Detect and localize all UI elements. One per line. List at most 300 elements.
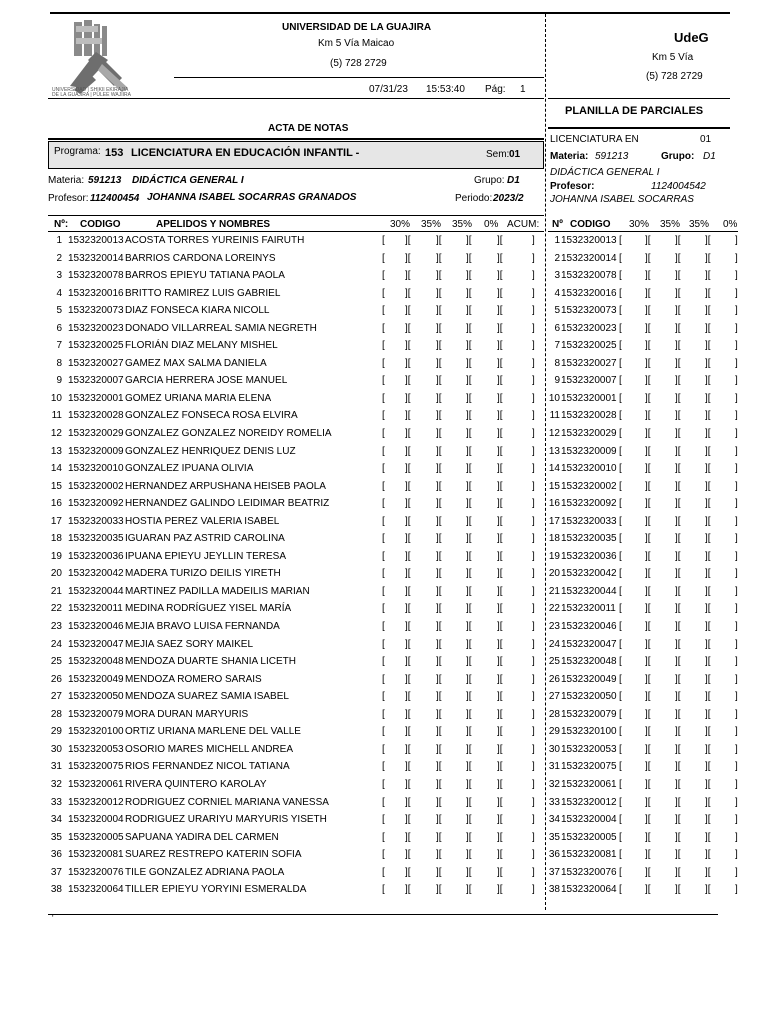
grade-slot: ][ bbox=[405, 533, 411, 545]
row-number: 4 bbox=[56, 287, 62, 299]
grade-slot: ][ bbox=[436, 270, 442, 282]
row-name: GONZALEZ GONZALEZ NOREIDY ROMELIA bbox=[125, 428, 332, 440]
grade-slot: ] bbox=[532, 726, 535, 738]
row-name: HERNANDEZ GALINDO LEIDIMAR BEATRIZ bbox=[125, 498, 330, 510]
row-code: 1532320012 bbox=[68, 796, 124, 808]
footer-mark: ' bbox=[52, 914, 54, 923]
right-grade-slot: ][ bbox=[705, 656, 711, 668]
right-row-number: 7 bbox=[554, 340, 560, 352]
table-row bbox=[0, 602, 768, 620]
right-grade-slot: ] bbox=[735, 515, 738, 527]
right-grade-slot: ][ bbox=[705, 585, 711, 597]
grade-slot: ][ bbox=[497, 480, 503, 492]
grade-slot: ][ bbox=[466, 621, 472, 633]
right-col-p2: 35% bbox=[660, 219, 681, 230]
grade-slot: ][ bbox=[436, 585, 442, 597]
right-materia-label: Materia: bbox=[550, 151, 589, 162]
right-row-code: 1532320014 bbox=[561, 252, 617, 264]
right-grade-slot: ] bbox=[735, 480, 738, 492]
right-grade-slot: ][ bbox=[675, 761, 681, 773]
right-row-code: 1532320013 bbox=[561, 235, 617, 246]
right-grade-slot: ][ bbox=[645, 866, 651, 878]
row-number: 37 bbox=[50, 866, 62, 878]
row-number: 13 bbox=[50, 445, 62, 457]
right-grade-slot: ] bbox=[735, 463, 738, 475]
right-grade-slot: [ bbox=[619, 287, 622, 299]
row-number: 26 bbox=[50, 673, 62, 685]
right-grade-slot: ][ bbox=[645, 428, 651, 440]
grade-slot: ] bbox=[532, 445, 535, 457]
right-row-number: 34 bbox=[548, 814, 560, 826]
right-row-number: 15 bbox=[548, 480, 560, 492]
header-rule bbox=[174, 77, 544, 78]
row-name: MENDOZA DUARTE SHANIA LICETH bbox=[125, 656, 296, 668]
right-row-number: 27 bbox=[548, 691, 560, 703]
grade-slot: ][ bbox=[405, 796, 411, 808]
right-grade-slot: ][ bbox=[645, 515, 651, 527]
right-row-number: 37 bbox=[548, 866, 560, 878]
right-grade-slot: [ bbox=[619, 445, 622, 457]
grade-slot: ][ bbox=[466, 550, 472, 562]
grade-slot: [ bbox=[382, 515, 385, 527]
table-row bbox=[0, 532, 768, 550]
materia-label: Materia: bbox=[48, 175, 85, 186]
right-grade-slot: ] bbox=[735, 778, 738, 790]
right-grade-slot: ][ bbox=[645, 410, 651, 422]
row-code: 1532320076 bbox=[68, 866, 124, 878]
right-grade-slot: [ bbox=[619, 849, 622, 861]
right-row-number: 13 bbox=[548, 445, 560, 457]
right-col-p4: 0% bbox=[723, 219, 738, 230]
right-grade-slot: ] bbox=[735, 673, 738, 685]
grade-slot: ][ bbox=[405, 410, 411, 422]
table-row bbox=[0, 357, 768, 375]
right-row-code: 1532320073 bbox=[561, 305, 617, 317]
grade-slot: [ bbox=[382, 884, 385, 896]
grade-slot: ] bbox=[532, 884, 535, 896]
right-row-number: 35 bbox=[548, 831, 560, 843]
right-grade-slot: ][ bbox=[645, 533, 651, 545]
row-code: 1532320013 bbox=[68, 235, 124, 246]
right-grade-slot: [ bbox=[619, 375, 622, 387]
right-grade-slot: ][ bbox=[705, 392, 711, 404]
grade-slot: ][ bbox=[466, 533, 472, 545]
right-grade-slot: ][ bbox=[705, 726, 711, 738]
row-name: GAMEZ MAX SALMA DANIELA bbox=[125, 357, 267, 369]
right-grade-slot: ][ bbox=[675, 778, 681, 790]
grade-slot: ][ bbox=[497, 761, 503, 773]
profesor-name: JOHANNA ISABEL SOCARRAS GRANADOS bbox=[147, 192, 357, 203]
right-grade-slot: ][ bbox=[705, 708, 711, 720]
grade-slot: ][ bbox=[497, 603, 503, 615]
right-grade-slot: ][ bbox=[675, 270, 681, 282]
right-row-number: 5 bbox=[554, 305, 560, 317]
grade-slot: ][ bbox=[466, 480, 472, 492]
row-code: 1532320092 bbox=[68, 498, 124, 510]
row-code: 1532320010 bbox=[68, 463, 124, 475]
grade-slot: ][ bbox=[466, 515, 472, 527]
grade-slot: [ bbox=[382, 726, 385, 738]
grade-slot: ][ bbox=[497, 235, 503, 246]
right-grade-slot: ][ bbox=[675, 831, 681, 843]
right-grade-slot: ] bbox=[735, 814, 738, 826]
row-number: 6 bbox=[56, 322, 62, 334]
right-grade-slot: [ bbox=[619, 673, 622, 685]
right-phone: (5) 728 2729 bbox=[646, 71, 703, 82]
right-grade-slot: ][ bbox=[705, 884, 711, 896]
col-p2: 35% bbox=[421, 219, 442, 230]
table-row bbox=[0, 287, 768, 305]
right-grade-slot: [ bbox=[619, 515, 622, 527]
row-code: 1532320081 bbox=[68, 849, 124, 861]
grade-slot: ][ bbox=[497, 691, 503, 703]
table-row bbox=[0, 866, 768, 884]
right-grade-slot: ][ bbox=[705, 778, 711, 790]
right-grade-slot: ] bbox=[735, 866, 738, 878]
row-name: MARTINEZ PADILLA MADEILIS MARIAN bbox=[125, 585, 310, 597]
right-grade-slot: ][ bbox=[705, 533, 711, 545]
right-grade-slot: ] bbox=[735, 884, 738, 896]
right-row-code: 1532320029 bbox=[561, 428, 617, 440]
right-row-code: 1532320044 bbox=[561, 585, 617, 597]
right-row-code: 1532320005 bbox=[561, 831, 617, 843]
table-row bbox=[0, 690, 768, 708]
right-grade-slot: ][ bbox=[705, 638, 711, 650]
right-row-code: 1532320046 bbox=[561, 621, 617, 633]
right-col-num: Nº bbox=[552, 219, 563, 230]
table-row bbox=[0, 778, 768, 796]
right-grade-slot: ] bbox=[735, 428, 738, 440]
right-row-code: 1532320075 bbox=[561, 761, 617, 773]
right-grupo-label: Grupo: bbox=[661, 151, 695, 162]
right-grade-slot: ][ bbox=[675, 480, 681, 492]
grade-slot: ][ bbox=[436, 480, 442, 492]
row-number: 33 bbox=[50, 796, 62, 808]
grade-slot: ][ bbox=[497, 357, 503, 369]
right-grade-slot: ][ bbox=[645, 796, 651, 808]
right-row-number: 10 bbox=[548, 392, 560, 404]
table-row bbox=[0, 392, 768, 410]
grade-slot: ][ bbox=[436, 340, 442, 352]
right-grade-slot: [ bbox=[619, 866, 622, 878]
grade-slot: ][ bbox=[436, 410, 442, 422]
table-row bbox=[0, 409, 768, 427]
row-number: 32 bbox=[50, 778, 62, 790]
grade-slot: ][ bbox=[405, 322, 411, 334]
grade-slot: [ bbox=[382, 533, 385, 545]
grade-slot: ] bbox=[532, 761, 535, 773]
right-grade-slot: ][ bbox=[675, 445, 681, 457]
grade-slot: ] bbox=[532, 305, 535, 317]
col-nombres: APELIDOS Y NOMBRES bbox=[156, 219, 271, 230]
right-row-code: 1532320053 bbox=[561, 743, 617, 755]
row-number: 27 bbox=[50, 691, 62, 703]
right-row-number: 18 bbox=[548, 533, 560, 545]
right-col-p3: 35% bbox=[689, 219, 710, 230]
grade-slot: ][ bbox=[497, 340, 503, 352]
right-grade-slot: [ bbox=[619, 252, 622, 264]
grade-slot: ][ bbox=[405, 550, 411, 562]
right-grade-slot: [ bbox=[619, 322, 622, 334]
row-name: DIAZ FONSECA KIARA NICOLL bbox=[125, 305, 270, 317]
right-grade-slot: ][ bbox=[675, 743, 681, 755]
row-code: 1532320002 bbox=[68, 480, 124, 492]
grade-slot: ][ bbox=[405, 585, 411, 597]
right-row-number: 30 bbox=[548, 743, 560, 755]
right-grade-slot: ][ bbox=[705, 235, 711, 246]
right-grade-slot: ][ bbox=[675, 603, 681, 615]
print-time: 15:53:40 bbox=[426, 84, 465, 95]
row-name: MENDOZA ROMERO SARAIS bbox=[125, 673, 262, 685]
row-number: 5 bbox=[56, 305, 62, 317]
right-grade-slot: [ bbox=[619, 708, 622, 720]
grade-slot: ][ bbox=[497, 533, 503, 545]
row-code: 1532320078 bbox=[68, 270, 124, 282]
grade-slot: ][ bbox=[466, 691, 472, 703]
right-grade-slot: ][ bbox=[645, 550, 651, 562]
right-grade-slot: ] bbox=[735, 340, 738, 352]
right-row-number: 31 bbox=[548, 761, 560, 773]
grade-slot: [ bbox=[382, 392, 385, 404]
right-row-number: 26 bbox=[548, 673, 560, 685]
right-grade-slot: ][ bbox=[675, 357, 681, 369]
right-grade-slot: ] bbox=[735, 357, 738, 369]
right-grade-slot: ] bbox=[735, 849, 738, 861]
right-grade-slot: ] bbox=[735, 550, 738, 562]
right-grade-slot: ][ bbox=[705, 305, 711, 317]
acta-rule bbox=[48, 138, 544, 140]
grade-slot: ][ bbox=[466, 585, 472, 597]
grade-slot: ][ bbox=[436, 761, 442, 773]
grade-slot: ][ bbox=[436, 515, 442, 527]
right-row-code: 1532320048 bbox=[561, 656, 617, 668]
grade-slot: ][ bbox=[497, 322, 503, 334]
row-code: 1532320073 bbox=[68, 305, 124, 317]
row-code: 1532320064 bbox=[68, 884, 124, 896]
right-grade-slot: ][ bbox=[705, 287, 711, 299]
grade-slot: [ bbox=[382, 708, 385, 720]
right-row-number: 9 bbox=[554, 375, 560, 387]
grade-slot: ][ bbox=[466, 884, 472, 896]
row-name: GONZALEZ IPUANA OLIVIA bbox=[125, 463, 254, 475]
right-grade-slot: ][ bbox=[705, 761, 711, 773]
right-row-code: 1532320009 bbox=[561, 445, 617, 457]
table-row bbox=[0, 304, 768, 322]
right-row-code: 1532320016 bbox=[561, 287, 617, 299]
grade-slot: ][ bbox=[466, 340, 472, 352]
row-number: 7 bbox=[56, 340, 62, 352]
right-grade-slot: [ bbox=[619, 585, 622, 597]
row-name: DONADO VILLARREAL SAMIA NEGRETH bbox=[125, 322, 317, 334]
grade-slot: ][ bbox=[436, 305, 442, 317]
right-grade-slot: ] bbox=[735, 392, 738, 404]
grade-slot: ][ bbox=[497, 849, 503, 861]
right-grade-slot: ][ bbox=[675, 849, 681, 861]
right-grade-slot: ][ bbox=[675, 392, 681, 404]
right-row-number: 36 bbox=[548, 849, 560, 861]
grade-slot: ][ bbox=[405, 743, 411, 755]
grade-slot: [ bbox=[382, 340, 385, 352]
right-grade-slot: [ bbox=[619, 656, 622, 668]
right-grade-slot: ][ bbox=[645, 849, 651, 861]
row-name: RODRIGUEZ CORNIEL MARIANA VANESSA bbox=[125, 796, 329, 808]
table-row bbox=[0, 462, 768, 480]
grade-slot: [ bbox=[382, 691, 385, 703]
grade-slot: ][ bbox=[405, 305, 411, 317]
right-grade-slot: ][ bbox=[645, 287, 651, 299]
table-row bbox=[0, 760, 768, 778]
row-number: 28 bbox=[50, 708, 62, 720]
row-name: MENDOZA SUAREZ SAMIA ISABEL bbox=[125, 691, 289, 703]
right-grupo-value: D1 bbox=[703, 151, 716, 162]
row-number: 21 bbox=[50, 585, 62, 597]
table-row bbox=[0, 585, 768, 603]
row-name: IGUARAN PAZ ASTRID CAROLINA bbox=[125, 533, 285, 545]
right-grade-slot: ][ bbox=[675, 726, 681, 738]
row-code: 1532320049 bbox=[68, 673, 124, 685]
row-number: 31 bbox=[50, 761, 62, 773]
right-row-code: 1532320100 bbox=[561, 726, 617, 738]
grade-slot: ] bbox=[532, 550, 535, 562]
row-name: RIOS FERNANDEZ NICOL TATIANA bbox=[125, 761, 290, 773]
row-code: 1532320007 bbox=[68, 375, 124, 387]
student-table bbox=[0, 234, 768, 901]
right-grade-slot: ][ bbox=[645, 884, 651, 896]
grade-slot: [ bbox=[382, 831, 385, 843]
grade-slot: ] bbox=[532, 533, 535, 545]
grade-slot: ][ bbox=[436, 498, 442, 510]
row-code: 1532320004 bbox=[68, 814, 124, 826]
right-grade-slot: ][ bbox=[645, 235, 651, 246]
grade-slot: [ bbox=[382, 866, 385, 878]
grade-slot: [ bbox=[382, 463, 385, 475]
right-grade-slot: ][ bbox=[675, 866, 681, 878]
print-date: 07/31/23 bbox=[369, 84, 408, 95]
row-number: 10 bbox=[50, 392, 62, 404]
grade-slot: ][ bbox=[405, 621, 411, 633]
row-code: 1532320011 bbox=[68, 603, 123, 615]
right-grade-slot: ] bbox=[735, 603, 738, 615]
right-grade-slot: ] bbox=[735, 621, 738, 633]
right-grade-slot: ][ bbox=[705, 621, 711, 633]
grade-slot: ][ bbox=[405, 428, 411, 440]
right-grade-slot: ][ bbox=[675, 533, 681, 545]
grade-slot: ][ bbox=[405, 498, 411, 510]
grade-slot: ][ bbox=[466, 814, 472, 826]
right-grade-slot: ][ bbox=[705, 270, 711, 282]
row-code: 1532320100 bbox=[68, 726, 124, 738]
right-row-number: 14 bbox=[548, 463, 560, 475]
grade-slot: ] bbox=[532, 849, 535, 861]
right-row-number: 17 bbox=[548, 515, 560, 527]
grade-slot: [ bbox=[382, 480, 385, 492]
grade-slot: ][ bbox=[497, 375, 503, 387]
grade-slot: ][ bbox=[466, 638, 472, 650]
grade-slot: [ bbox=[382, 305, 385, 317]
right-row-number: 1 bbox=[554, 235, 560, 246]
row-number: 34 bbox=[50, 814, 62, 826]
right-grade-slot: ] bbox=[735, 322, 738, 334]
grade-slot: ] bbox=[532, 287, 535, 299]
right-grade-slot: ] bbox=[735, 726, 738, 738]
grade-slot: [ bbox=[382, 585, 385, 597]
right-program: LICENCIATURA EN bbox=[550, 134, 639, 145]
right-row-number: 28 bbox=[548, 708, 560, 720]
grade-slot: ] bbox=[532, 656, 535, 668]
row-code: 1532320061 bbox=[68, 778, 124, 790]
grade-slot: ][ bbox=[436, 849, 442, 861]
right-grade-slot: ][ bbox=[645, 340, 651, 352]
right-row-code: 1532320042 bbox=[561, 568, 617, 580]
right-row-code: 1532320079 bbox=[561, 708, 617, 720]
grade-slot: [ bbox=[382, 568, 385, 580]
row-number: 15 bbox=[50, 480, 62, 492]
right-grade-slot: ][ bbox=[645, 656, 651, 668]
right-row-code: 1532320036 bbox=[561, 550, 617, 562]
row-name: BARROS EPIEYU TATIANA PAOLA bbox=[125, 270, 285, 282]
row-code: 1532320042 bbox=[68, 568, 124, 580]
grade-slot: [ bbox=[382, 673, 385, 685]
grade-slot: ][ bbox=[497, 445, 503, 457]
right-grade-slot: ][ bbox=[645, 638, 651, 650]
row-number: 1 bbox=[56, 235, 62, 246]
row-name: GONZALEZ HENRIQUEZ DENIS LUZ bbox=[125, 445, 296, 457]
right-grade-slot: [ bbox=[619, 305, 622, 317]
grade-slot: [ bbox=[382, 322, 385, 334]
grade-slot: ][ bbox=[497, 252, 503, 264]
right-grade-slot: ][ bbox=[675, 322, 681, 334]
right-grade-slot: ][ bbox=[705, 568, 711, 580]
right-grade-slot: ][ bbox=[705, 252, 711, 264]
grade-slot: ] bbox=[532, 568, 535, 580]
right-grade-slot: ] bbox=[735, 305, 738, 317]
grade-slot: [ bbox=[382, 743, 385, 755]
grade-slot: ][ bbox=[405, 463, 411, 475]
right-row-number: 23 bbox=[548, 621, 560, 633]
right-row-code: 1532320078 bbox=[561, 270, 617, 282]
right-grade-slot: [ bbox=[619, 691, 622, 703]
grade-slot: ][ bbox=[497, 515, 503, 527]
right-grade-slot: ][ bbox=[705, 515, 711, 527]
grade-slot: ][ bbox=[466, 305, 472, 317]
col-codigo: CODIGO bbox=[80, 219, 121, 230]
grade-slot: ] bbox=[532, 322, 535, 334]
row-number: 9 bbox=[56, 375, 62, 387]
right-header-rule bbox=[548, 98, 730, 99]
row-number: 36 bbox=[50, 849, 62, 861]
right-grade-slot: ][ bbox=[705, 814, 711, 826]
row-name: SAPUANA YADIRA DEL CARMEN bbox=[125, 831, 279, 843]
right-grade-slot: [ bbox=[619, 392, 622, 404]
row-number: 3 bbox=[56, 270, 62, 282]
grade-slot: ] bbox=[532, 831, 535, 843]
row-code: 1532320023 bbox=[68, 322, 124, 334]
right-grade-slot: ][ bbox=[675, 884, 681, 896]
table-row bbox=[0, 725, 768, 743]
right-row-code: 1532320028 bbox=[561, 410, 617, 422]
programa-box bbox=[48, 141, 544, 169]
right-grade-slot: ] bbox=[735, 498, 738, 510]
right-grade-slot: ][ bbox=[645, 691, 651, 703]
right-grade-slot: ][ bbox=[645, 498, 651, 510]
row-code: 1532320046 bbox=[68, 621, 124, 633]
right-row-number: 38 bbox=[548, 884, 560, 896]
grade-slot: ][ bbox=[436, 708, 442, 720]
grade-slot: ][ bbox=[497, 550, 503, 562]
grade-slot: ][ bbox=[436, 235, 442, 246]
grade-slot: ][ bbox=[436, 568, 442, 580]
grade-slot: ][ bbox=[405, 673, 411, 685]
